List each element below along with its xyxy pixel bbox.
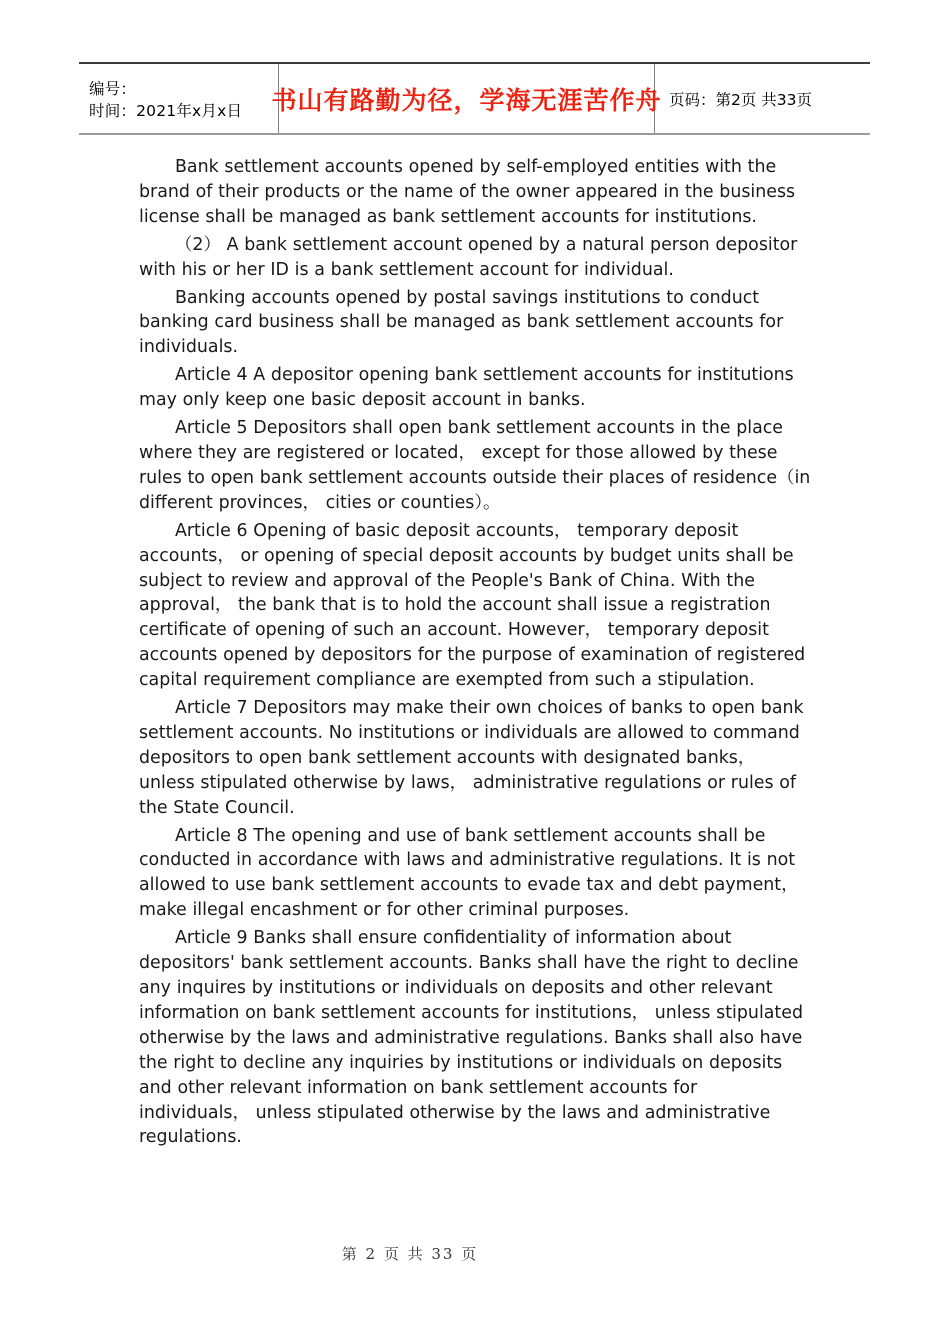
paragraph-article-6: Article 6 Opening of basic deposit accounts， temporary deposit accounts， or opening of special deposit accounts by budget units shall be subject to review and approval of the People's Bank of China. With the approval， the bank that is to hold the account shall issue a registration certificate of opening of such an account. However， temporary deposit accounts opened by depositors for the purpose of examination of registered capital requirement compliance are exempted from such a stipulation. — [139, 520, 806, 691]
paragraph-postal-savings: Banking accounts opened by postal savings institutions to conduct banking card business shall be managed as bank settlement accounts for individuals. — [139, 287, 784, 358]
header-cell-motto — [271, 64, 662, 133]
header-time-label: 时间：2021年x月x日 — [89, 101, 243, 120]
page-footer — [0, 1243, 950, 1264]
header-cell-pagination — [655, 64, 870, 133]
header-number-label: 编号： — [89, 79, 137, 98]
header-motto-text: 书山有路勤为径，学海无涯苦作舟 — [271, 85, 662, 115]
header-page-number: 页码：第2页 共33页 — [669, 90, 813, 109]
document-body — [139, 155, 811, 1153]
paragraph-article-5: Article 5 Depositors shall open bank settlement accounts in the place where they are registered or located， except for those allowed by these rules to open bank settlement accounts outside their places of residence（in different provinces， cities or counties）。 — [139, 418, 811, 513]
paragraph-item-2-natural-person: （2） A bank settlement account opened by a natural person depositor with his or her ID is a bank settlement account for individual. — [139, 234, 798, 280]
paragraph-article-8: Article 8 The opening and use of bank settlement accounts shall be conducted in accordance with laws and administrative regulations. It is not allowed to use bank settlement accounts to evade tax and debt payment， make illegal encashment or for other criminal purposes. — [139, 825, 799, 921]
footer-page-indicator: 第 2 页 共 33 页 — [341, 1245, 479, 1263]
paragraph-article-9: Article 9 Banks shall ensure confidentiality of information about depositors' bank settlement accounts. Banks shall have the right to decline any inquires by institutions or individuals on deposits and other relevant information on bank settlement accounts for institutions， unless stipulated otherwise by the laws and administrative regulations. Banks shall also have the right to decline any inquiries by institutions or individuals on deposits and other relevant information on bank settlement accounts for individuals， unless stipulated otherwise by the laws and administrative regulations. — [139, 928, 803, 1148]
header-cell-meta — [79, 64, 278, 133]
paragraph-article-4: Article 4 A depositor opening bank settlement accounts for institutions may only keep one basic deposit account in banks. — [139, 365, 794, 411]
page-header-table — [79, 62, 870, 135]
paragraph-article-7: Article 7 Depositors may make their own choices of banks to open bank settlement accounts. No institutions or individuals are allowed to command depositors to open bank settlement accounts with designated banks， unless stipulated otherwise by laws， administrative regulations or rules of the State Council. — [139, 698, 804, 818]
paragraph-self-employed-entities: Bank settlement accounts opened by self-employed entities with the brand of their products or the name of the owner appeared in the business license shall be managed as bank settlement accounts for institutions. — [139, 157, 796, 227]
